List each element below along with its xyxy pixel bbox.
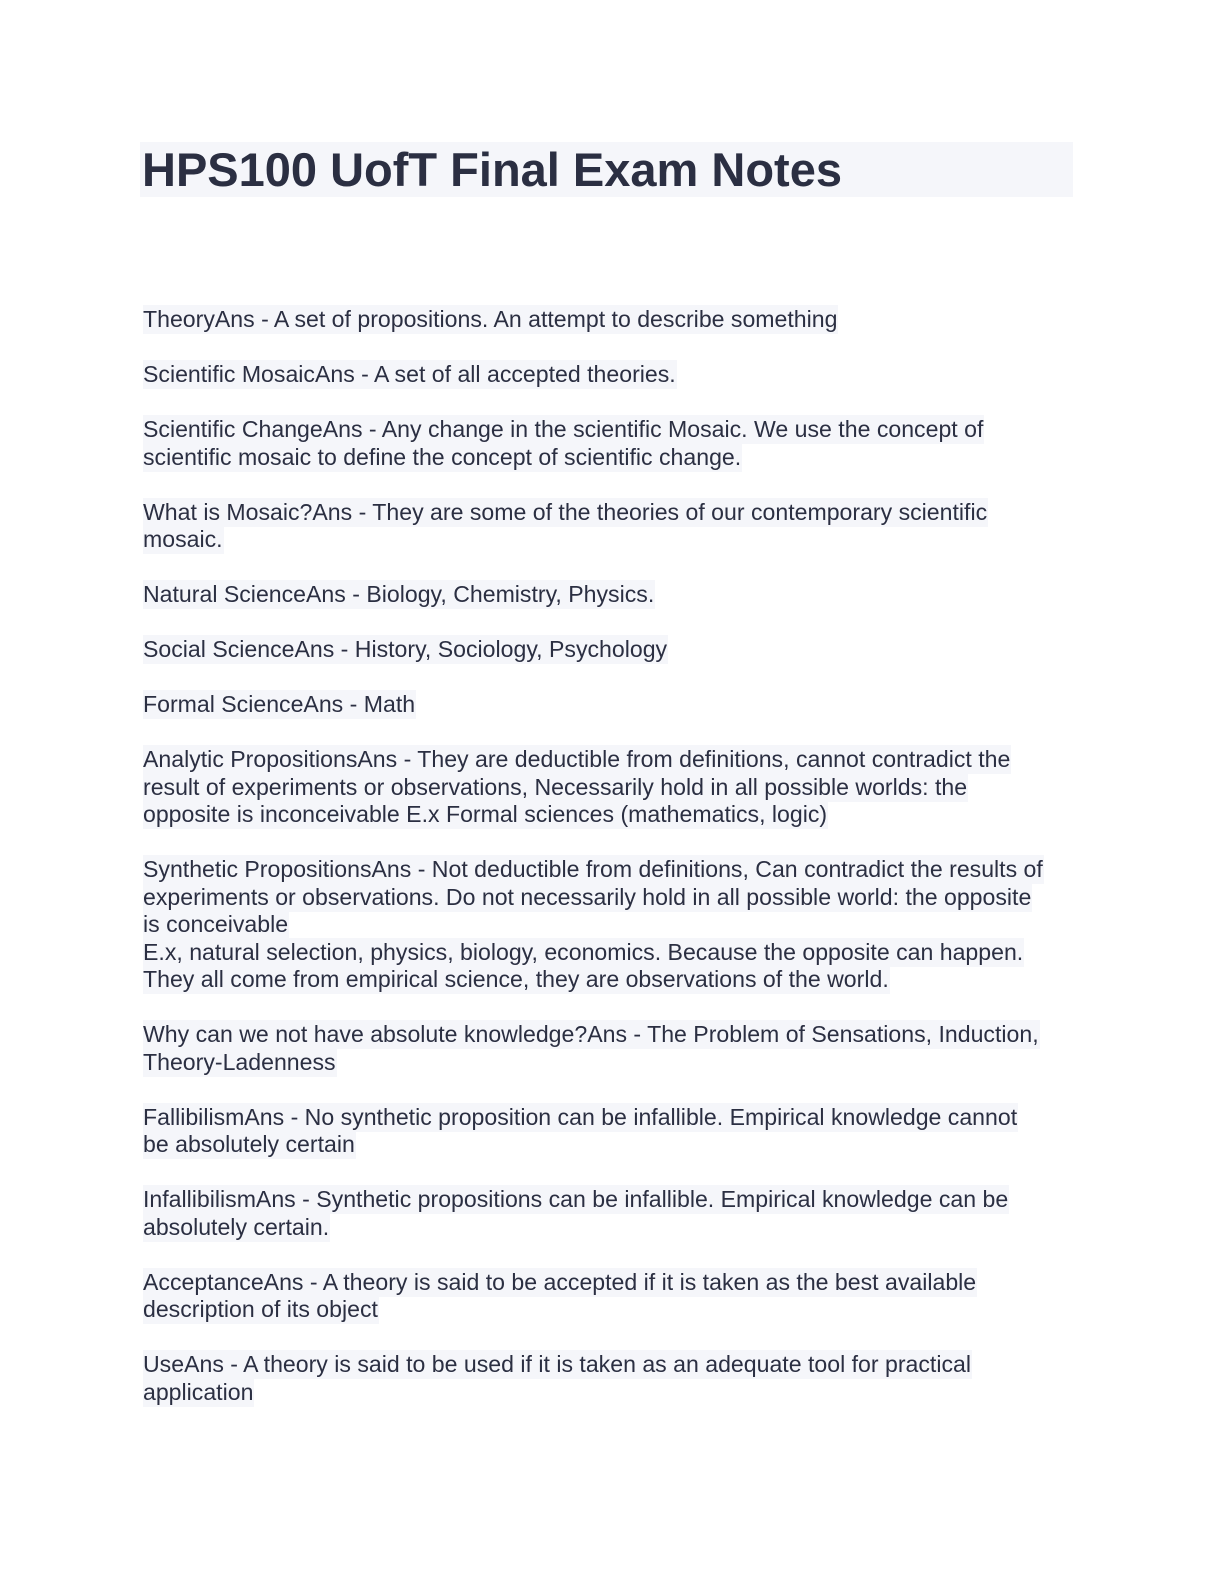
note-entry xyxy=(143,581,1078,609)
note-line xyxy=(143,856,1078,884)
note-line xyxy=(143,1296,1078,1324)
note-entry xyxy=(143,1021,1078,1076)
note-line-text: Scientific MosaicAns - A set of all accepted theories. xyxy=(143,361,676,387)
note-line-text: experiments or observations. Do not necessarily hold in all possible world: the opposite xyxy=(143,883,1032,910)
note-line xyxy=(143,1351,1078,1379)
note-line-text: They all come from empirical science, they are observations of the world. xyxy=(143,966,889,992)
note-line xyxy=(143,581,1078,609)
note-line-text: TheoryAns - A set of propositions. An attempt to describe something xyxy=(143,306,838,332)
note-line xyxy=(143,1021,1078,1049)
note-entry xyxy=(143,1186,1078,1241)
note-line-text: Analytic PropositionsAns - They are deductible from definitions, cannot contradict the xyxy=(143,746,1011,772)
note-entry xyxy=(143,416,1078,471)
note-line xyxy=(143,1214,1078,1242)
note-line xyxy=(143,499,1078,527)
note-line xyxy=(143,774,1078,802)
note-line-text: absolutely certain. xyxy=(143,1213,330,1240)
note-entry xyxy=(143,1104,1078,1159)
note-line-text: result of experiments or observations, Necessarily hold in all possible worlds: the xyxy=(143,773,968,800)
note-line xyxy=(143,1131,1078,1159)
note-line xyxy=(143,1104,1078,1132)
note-entry xyxy=(143,856,1078,994)
note-line xyxy=(143,444,1078,472)
note-line-text: AcceptanceAns - A theory is said to be accepted if it is taken as the best available xyxy=(143,1268,977,1295)
note-entry xyxy=(143,306,1078,334)
note-line xyxy=(143,1049,1078,1077)
note-line xyxy=(143,801,1078,829)
note-line xyxy=(143,526,1078,554)
note-line-text: Scientific ChangeAns - Any change in the scientific Mosaic. We use the concept of xyxy=(143,416,984,442)
note-line-text: Synthetic PropositionsAns - Not deductible from definitions, Can contradict the results of xyxy=(143,856,1043,882)
note-line xyxy=(143,306,1078,334)
note-line xyxy=(143,416,1078,444)
note-line xyxy=(143,691,1078,719)
note-entry xyxy=(143,636,1078,664)
note-line-text: be absolutely certain xyxy=(143,1131,355,1157)
note-line-text: FallibilismAns - No synthetic proposition can be infallible. Empirical knowledge cannot xyxy=(143,1103,1018,1130)
note-entry xyxy=(143,1269,1078,1324)
note-entry xyxy=(143,691,1078,719)
note-line-text: Why can we not have absolute knowledge?Ans - The Problem of Sensations, Induction, xyxy=(143,1021,1039,1047)
note-line-text: Formal ScienceAns - Math xyxy=(143,691,416,717)
note-entry xyxy=(143,361,1078,389)
note-line xyxy=(143,966,1078,994)
note-line xyxy=(143,884,1078,912)
note-entry xyxy=(143,499,1078,554)
note-line-text: Theory-Ladenness xyxy=(143,1048,336,1075)
note-line-text: is conceivable xyxy=(143,911,289,937)
note-line-text: opposite is inconceivable E.x Formal sciences (mathematics, logic) xyxy=(143,801,828,827)
note-line-text: What is Mosaic?Ans - They are some of the theories of our contemporary scientific xyxy=(143,498,988,525)
page-title: HPS100 UofT Final Exam Notes xyxy=(140,142,1073,197)
note-line-text: application xyxy=(143,1378,254,1405)
note-entry xyxy=(143,746,1078,829)
note-line-text: scientific mosaic to define the concept of scientific change. xyxy=(143,443,742,470)
note-line-text: E.x, natural selection, physics, biology, economics. Because the opposite can happen. xyxy=(143,938,1024,965)
note-line-text: InfallibilismAns - Synthetic propositions can be infallible. Empirical knowledge can be xyxy=(143,1186,1009,1212)
notes-list xyxy=(143,306,1078,1434)
note-line-text: UseAns - A theory is said to be used if it is taken as an adequate tool for practical xyxy=(143,1351,971,1377)
note-line xyxy=(143,1269,1078,1297)
note-line-text: Social ScienceAns - History, Sociology, Psychology xyxy=(143,636,668,662)
note-line xyxy=(143,746,1078,774)
note-line xyxy=(143,1379,1078,1407)
note-line xyxy=(143,911,1078,939)
note-entry xyxy=(143,1351,1078,1406)
note-line-text: mosaic. xyxy=(143,526,223,552)
note-line xyxy=(143,939,1078,967)
note-line xyxy=(143,636,1078,664)
note-line-text: Natural ScienceAns - Biology, Chemistry, Physics. xyxy=(143,581,655,607)
note-line xyxy=(143,1186,1078,1214)
note-line-text: description of its object xyxy=(143,1296,378,1322)
note-line xyxy=(143,361,1078,389)
